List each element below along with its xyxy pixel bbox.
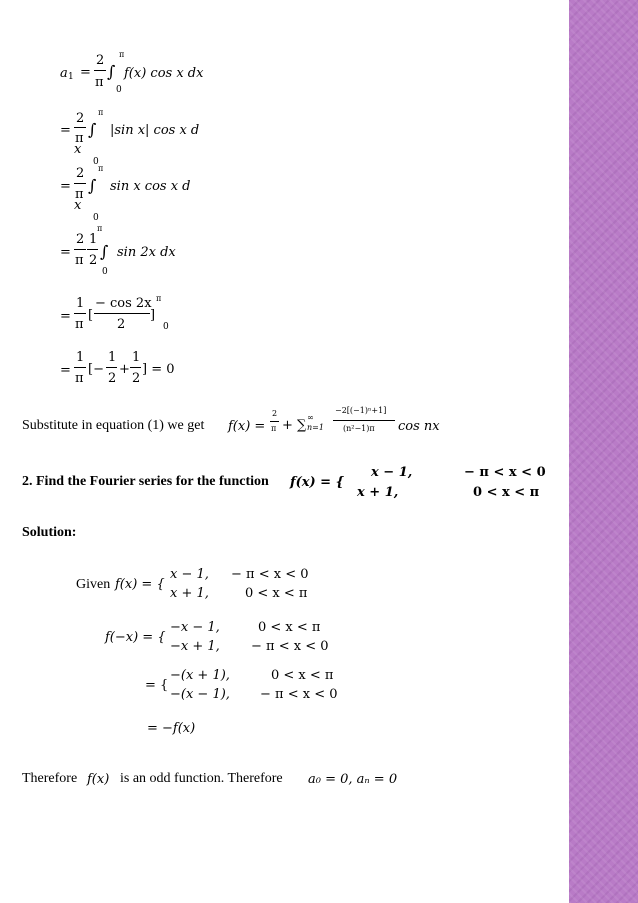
decorative-sidebar: [569, 0, 638, 903]
solution-heading: Solution:: [22, 525, 77, 540]
result-line: = −f(x): [147, 721, 196, 736]
